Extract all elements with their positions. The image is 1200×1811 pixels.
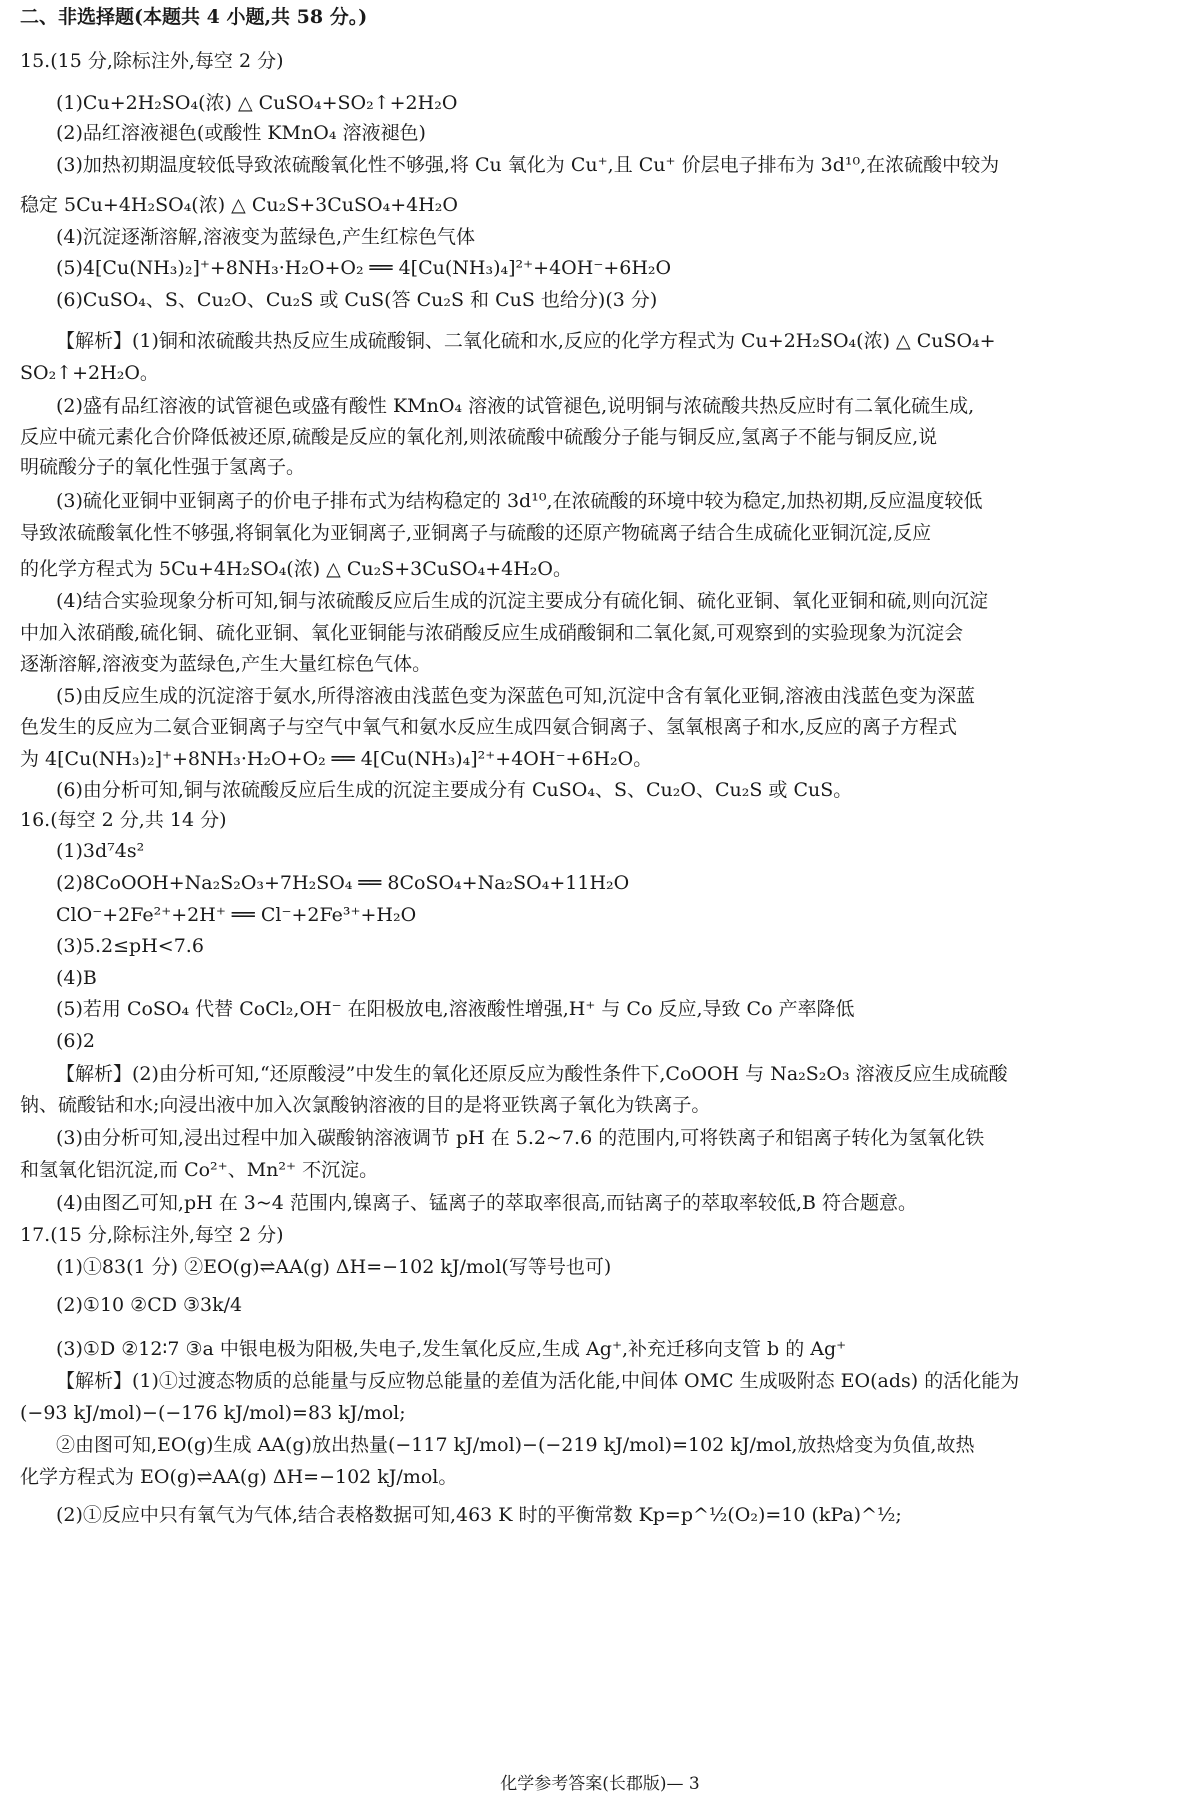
q15-explain-2b: 反应中硫元素化合价降低被还原,硫酸是反应的氧化剂,则浓硫酸中硫酸分子能与铜反应,氢离子不能与铜反应,说 (20, 426, 938, 448)
q16-explain-3b: 和氢氧化铝沉淀,而 Co²⁺、Mn²⁺ 不沉淀。 (20, 1159, 379, 1181)
q15-explain-3c: 的化学方程式为 5Cu+4H₂SO₄(浓) △ Cu₂S+3CuSO₄+4H₂O。 (20, 558, 572, 580)
q15-explain-3b: 导致浓硫酸氧化性不够强,将铜氧化为亚铜离子,亚铜离子与硫酸的还原产物硫离子结合生成硫化亚铜沉淀,反应 (20, 522, 932, 544)
q16-answer-3: (3)5.2≤pH<7.6 (56, 935, 204, 957)
page-footer: 化学参考答案(长郡版)— 3 (500, 1774, 700, 1794)
q15-explain-4a: (4)结合实验现象分析可知,铜与浓硫酸反应后生成的沉淀主要成分有硫化铜、硫化亚铜、氧化亚铜和硫,则向沉淀 (56, 590, 988, 612)
q15-answer-5: (5)4[Cu(NH₃)₂]⁺+8NH₃·H₂O+O₂ ══ 4[Cu(NH₃)₄]²⁺+4OH⁻+6H₂O (56, 257, 672, 279)
q16-heading: 16.(每空 2 分,共 14 分) (20, 809, 227, 831)
section-heading: 二、非选择题(本题共 4 小题,共 58 分。) (20, 6, 368, 28)
q16-explain-4: (4)由图乙可知,pH 在 3~4 范围内,镍离子、锰离子的萃取率很高,而钴离子的萃取率较低,B 符合题意。 (56, 1192, 918, 1214)
q15-explain-6: (6)由分析可知,铜与浓硫酸反应后生成的沉淀主要成分有 CuSO₄、S、Cu₂O、Cu₂S 或 CuS。 (56, 779, 853, 801)
q16-answer-1: (1)3d⁷4s² (56, 840, 145, 862)
q15-explain-1b: SO₂↑+2H₂O。 (20, 362, 159, 384)
q16-answer-4: (4)B (56, 967, 97, 989)
q17-explain-1d: 化学方程式为 EO(g)⇌AA(g) ΔH=−102 kJ/mol。 (20, 1466, 458, 1488)
q17-answer-1: (1)①83(1 分) ②EO(g)⇌AA(g) ΔH=−102 kJ/mol(写等号也可) (56, 1256, 612, 1278)
q15-answer-3a: (3)加热初期温度较低导致浓硫酸氧化性不够强,将 Cu 氧化为 Cu⁺,且 Cu⁺ 价层电子排布为 3d¹⁰,在浓硫酸中较为 (56, 154, 1000, 176)
q15-explain-5c: 为 4[Cu(NH₃)₂]⁺+8NH₃·H₂O+O₂ ══ 4[Cu(NH₃)₄]²⁺+4OH⁻+6H₂O。 (20, 748, 653, 770)
q15-explain-1a: 【解析】(1)铜和浓硫酸共热反应生成硫酸铜、二氧化硫和水,反应的化学方程式为 Cu+2H₂SO₄(浓) △ CuSO₄+ (56, 330, 996, 352)
q17-answer-3: (3)①D ②12∶7 ③a 中银电极为阳极,失电子,发生氧化反应,生成 Ag⁺,补充迁移向支管 b 的 Ag⁺ (56, 1338, 847, 1360)
q16-answer-5: (5)若用 CoSO₄ 代替 CoCl₂,OH⁻ 在阳极放电,溶液酸性增强,H⁺ 与 Co 反应,导致 Co 产率降低 (56, 998, 855, 1020)
q15-answer-4: (4)沉淀逐渐溶解,溶液变为蓝绿色,产生红棕色气体 (56, 226, 475, 248)
q15-explain-4c: 逐渐溶解,溶液变为蓝绿色,产生大量红棕色气体。 (20, 653, 432, 675)
q17-answer-2: (2)①10 ②CD ③3k/4 (56, 1294, 243, 1316)
q17-explain-2a: (2)①反应中只有氧气为气体,结合表格数据可知,463 K 时的平衡常数 Kp=p^½(O₂)=10 (kPa)^½; (56, 1504, 902, 1526)
q15-explain-5a: (5)由反应生成的沉淀溶于氨水,所得溶液由浅蓝色变为深蓝色可知,沉淀中含有氧化亚铜,溶液由浅蓝色变为深蓝 (56, 685, 976, 707)
q15-explain-5b: 色发生的反应为二氨合亚铜离子与空气中氧气和氨水反应生成四氨合铜离子、氢氧根离子和水,反应的离子方程式 (20, 716, 958, 738)
q17-explain-1c: ②由图可知,EO(g)生成 AA(g)放出热量(−117 kJ/mol)−(−219 kJ/mol)=102 kJ/mol,放热焓变为负值,故热 (56, 1434, 975, 1456)
q16-answer-2b: ClO⁻+2Fe²⁺+2H⁺ ══ Cl⁻+2Fe³⁺+H₂O (56, 904, 417, 926)
q15-explain-2c: 明硫酸分子的氧化性强于氢离子。 (20, 456, 306, 478)
q16-answer-6: (6)2 (56, 1030, 96, 1052)
q16-explain-2a: 【解析】(2)由分析可知,“还原酸浸”中发生的氧化还原反应为酸性条件下,CoOOH 与 Na₂S₂O₃ 溶液反应生成硫酸 (56, 1063, 1008, 1085)
q15-heading: 15.(15 分,除标注外,每空 2 分) (20, 50, 284, 72)
q15-explain-3a: (3)硫化亚铜中亚铜离子的价电子排布式为结构稳定的 3d¹⁰,在浓硫酸的环境中较为稳定,加热初期,反应温度较低 (56, 490, 983, 512)
q15-answer-3b: 稳定 5Cu+4H₂SO₄(浓) △ Cu₂S+3CuSO₄+4H₂O (20, 194, 458, 216)
q16-explain-2b: 钠、硫酸钴和水;向浸出液中加入次氯酸钠溶液的目的是将亚铁离子氧化为铁离子。 (20, 1094, 711, 1116)
q17-heading: 17.(15 分,除标注外,每空 2 分) (20, 1224, 284, 1246)
q15-answer-6: (6)CuSO₄、S、Cu₂O、Cu₂S 或 CuS(答 Cu₂S 和 CuS 也给分)(3 分) (56, 289, 658, 311)
q17-explain-1a: 【解析】(1)①过渡态物质的总能量与反应物总能量的差值为活化能,中间体 OMC 生成吸附态 EO(ads) 的活化能为 (56, 1370, 1020, 1392)
q16-explain-3a: (3)由分析可知,浸出过程中加入碳酸钠溶液调节 pH 在 5.2~7.6 的范围内,可将铁离子和铝离子转化为氢氧化铁 (56, 1127, 985, 1149)
q15-answer-2: (2)品红溶液褪色(或酸性 KMnO₄ 溶液褪色) (56, 122, 426, 144)
q15-answer-1: (1)Cu+2H₂SO₄(浓) △ CuSO₄+SO₂↑+2H₂O (56, 92, 458, 114)
q16-answer-2a: (2)8CoOOH+Na₂S₂O₃+7H₂SO₄ ══ 8CoSO₄+Na₂SO₄+11H₂O (56, 872, 630, 894)
q15-explain-4b: 中加入浓硝酸,硫化铜、硫化亚铜、氧化亚铜能与浓硝酸反应生成硝酸铜和二氧化氮,可观察到的实验现象为沉淀会 (20, 622, 964, 644)
q17-explain-1b: (−93 kJ/mol)−(−176 kJ/mol)=83 kJ/mol; (20, 1402, 406, 1424)
q15-explain-2a: (2)盛有品红溶液的试管褪色或盛有酸性 KMnO₄ 溶液的试管褪色,说明铜与浓硫酸共热反应时有二氧化硫生成, (56, 395, 975, 417)
